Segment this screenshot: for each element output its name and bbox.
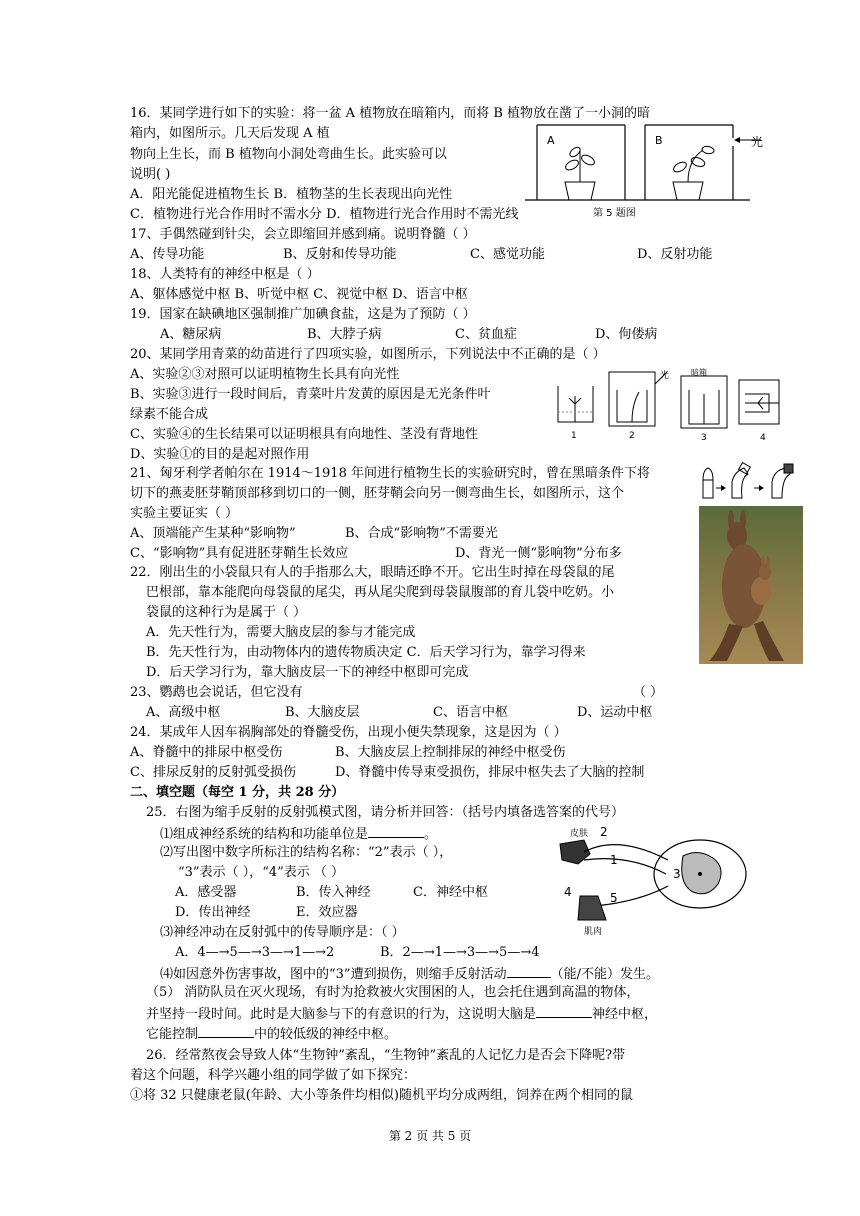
q16-line-1: 16．某同学进行如下的实验：将一盆 A 植物放在暗箱内，而将 B 植物放在凿了一小洞的暗 xyxy=(130,106,651,121)
q25-sub-3-option-a: A．4—→5—→3—→1—→2 xyxy=(175,945,335,960)
page-footer: 第 2 页 共 5 页 xyxy=(388,1129,472,1143)
q16-option-cd: C．植物进行光合作用时不需水分 D．植物进行光合作用时不需光线 xyxy=(130,207,519,222)
q16-option-ab: A．阳光能促进植物生长 B．植物茎的生长表现出向光性 xyxy=(130,187,453,202)
q23-stem: 23、鹦鹉也会说话，但它没有 xyxy=(130,685,303,700)
q25-sub-4: ⑷如因意外伤害事故，图中的“3”遭到损伤，则缩手反射活动 （能/不能）发生。 xyxy=(160,963,659,985)
structure-5-label: 5 xyxy=(610,891,618,905)
q25-sub-5-line-1: （5） 消防队员在灭火现场，有时为抢救被火灾围困的人，也会托住遇到高温的物体， xyxy=(146,985,640,1000)
q19-option-c: C、贫血症 xyxy=(455,327,517,342)
structure-1-label: 1 xyxy=(610,853,618,867)
q22-option-d: D．后天学习行为，靠大脑皮层一下的神经中枢即可完成 xyxy=(146,665,469,680)
q21-option-d: D、背光一侧“影响物”分布多 xyxy=(455,546,622,561)
q24-option-b: B、大脑皮层上控制排尿的神经中枢受伤 xyxy=(335,745,566,760)
plant-boxes-figure xyxy=(515,120,770,222)
q19-stem: 19．国家在缺碘地区强制推广加碘食盐，这是为了预防（ ） xyxy=(130,307,476,322)
q24-option-d: D、脊髓中传导束受损伤，排尿中枢失去了大脑的控制 xyxy=(335,765,645,780)
q19-option-b: B、大脖子病 xyxy=(307,327,382,342)
skin-label: 皮肤 xyxy=(570,829,589,839)
q21-line-1: 21、匈牙利学者帕尔在 1914～1918 年间进行植物生长的实验研究时，曾在黑暗条件下将 xyxy=(130,466,650,481)
experiment-2-number: 2 xyxy=(629,431,635,441)
q24-option-a: A、脊髓中的排尿中枢受伤 xyxy=(130,745,283,760)
q23-option-d: D、运动中枢 xyxy=(577,705,653,720)
q21-line-3: 实验主要证实（ ） xyxy=(130,506,239,521)
q17-option-d: D、反射功能 xyxy=(637,247,713,262)
q23-answer-paren: （ ） xyxy=(633,685,664,700)
q20-option-b-line-1: B、实验③进行一段时间后，青菜叶片发黄的原因是无光条件叶 xyxy=(130,387,491,402)
coleoptile-figure xyxy=(700,460,802,502)
q19-option-a: A、糖尿病 xyxy=(160,327,222,342)
answer-blank[interactable] xyxy=(368,823,424,838)
q24-stem: 24．某成年人因车祸胸部处的脊髓受伤，出现小便失禁现象，这是因为（ ） xyxy=(130,725,567,740)
q25-choice-a: A．感受器 xyxy=(175,885,237,900)
section-title: 二、填空题（每空 1 分，共 28 分） xyxy=(130,785,345,800)
seedling-experiments-figure xyxy=(553,368,783,444)
q20-option-b-line-2: 绿素不能合成 xyxy=(130,407,209,422)
q16-line-3: 物向上生长，而 B 植物向小洞处弯曲生长。此实验可以 xyxy=(130,147,447,162)
q26-line-1: 26．经常熬夜会导致人体“生物钟”紊乱，“生物钟”紊乱的人记忆力是否会下降呢?带 xyxy=(146,1048,626,1063)
q22-option-a: A．先天性行为，需要大脑皮层的参与才能完成 xyxy=(146,625,416,640)
reflex-arc-figure xyxy=(548,824,758,938)
q19-option-d: D、佝偻病 xyxy=(595,327,658,342)
q24-option-c: C、排尿反射的反射弧受损伤 xyxy=(130,765,296,780)
structure-3-label: 3 xyxy=(673,867,681,881)
q20-stem: 20、某同学用青菜的幼苗进行了四项实验，如图所示，下列说法中不正确的是（ ） xyxy=(130,347,606,362)
q22-line-2: 巴根部，靠本能爬向母袋鼠的尾尖，再从尾尖爬到母袋鼠腹部的育儿袋中吃奶。小 xyxy=(146,585,615,600)
q20-option-d: D、实验①的目的是起对照作用 xyxy=(130,447,310,462)
q18-options: A、躯体感觉中枢 B、听觉中枢 C、视觉中枢 D、语言中枢 xyxy=(130,287,468,302)
light-label-2: 光 xyxy=(660,371,670,381)
q23-option-a: A、高级中枢 xyxy=(146,705,221,720)
experiment-1-number: 1 xyxy=(571,431,577,441)
q17-option-c: C、感觉功能 xyxy=(470,247,545,262)
q25-stem: 25．右图为缩手反射的反射弧模式图，请分析并回答：（括号内填备选答案的代号） xyxy=(146,805,625,820)
dark-box-label: 暗箱 xyxy=(691,368,707,377)
q25-choice-d: D．传出神经 xyxy=(175,905,251,920)
q25-sub-1: ⑴组成神经系统的结构和功能单位是 。 xyxy=(160,823,437,845)
q20-option-c: C、实验④的生长结果可以证明根具有向地性、茎没有背地性 xyxy=(130,427,478,442)
q18-stem: 18、人类特有的神经中枢是（ ） xyxy=(130,267,320,282)
muscle-label: 肌肉 xyxy=(584,927,603,937)
answer-blank[interactable] xyxy=(507,963,551,978)
q25-choice-b: B．传入神经 xyxy=(296,885,371,900)
box-a-label: A xyxy=(547,134,555,147)
q25-sub-5-line-2: 并坚持一段时间。此时是大脑参与下的有意识的行为，这说明大脑是 神经中枢， xyxy=(146,1003,657,1025)
q25-sub-5-line-3: 它能控制 中的较低级的神经中枢。 xyxy=(146,1023,397,1045)
q20-option-a: A、实验②③对照可以证明植物生长具有向光性 xyxy=(130,367,400,382)
q16-line-2: 箱内，如图所示。几天后发现 A 植 xyxy=(130,126,330,141)
q22-line-3: 袋鼠的这种行为是属于（ ） xyxy=(146,605,307,620)
q25-sub-3: ⑶神经冲动在反射弧中的传导顺序是：（ ） xyxy=(160,925,405,940)
light-label: 光 xyxy=(751,135,764,149)
experiment-4-number: 4 xyxy=(760,433,766,443)
q21-option-a: A、顶端能产生某种“影响物” xyxy=(130,526,296,541)
q21-line-2: 切下的燕麦胚芽鞘顶部移到切口的一侧，胚芽鞘会向另一侧弯曲生长，如图所示，这个 xyxy=(130,486,625,501)
q22-option-bc: B．先天性行为，由动物体内的遗传物质决定 C．后天学习行为，靠学习得来 xyxy=(146,645,586,660)
q23-option-b: B、大脑皮层 xyxy=(285,705,360,720)
q16-line-4: 说明( ) xyxy=(130,167,171,182)
answer-blank[interactable] xyxy=(536,1003,592,1018)
q25-choice-c: C．神经中枢 xyxy=(413,885,488,900)
q17-stem: 17、手偶然碰到针尖，会立即缩回并感到痛。说明脊髓（ ） xyxy=(130,227,476,242)
q17-option-b: B、反射和传导功能 xyxy=(283,247,397,262)
q21-option-b: B、合成“影响物”不需要光 xyxy=(345,526,498,541)
answer-blank[interactable] xyxy=(198,1023,254,1038)
q25-sub-3-option-b: B．2—→1—→3—→5—→4 xyxy=(380,945,540,960)
q25-sub-2-line-1: ⑵写出图中数字所标注的结构名称：“2”表示（ ）， xyxy=(160,845,453,860)
structure-2-label: 2 xyxy=(600,825,608,839)
q25-choice-e: E．效应器 xyxy=(296,905,358,920)
q26-line-2: 着这个问题，科学兴趣小组的同学做了如下探究： xyxy=(130,1068,417,1083)
figure-caption: 第 5 题图 xyxy=(593,208,636,219)
q21-option-c: C、“影响物”具有促进胚芽鞘生长效应 xyxy=(130,546,349,561)
box-b-label: B xyxy=(655,134,663,147)
experiment-3-number: 3 xyxy=(701,433,707,443)
q25-sub-2-line-2: “3”表示（ ），“4”表示 （ ） xyxy=(178,865,345,880)
structure-4-label: 4 xyxy=(564,885,572,899)
kangaroo-photo xyxy=(699,506,803,664)
q26-line-3: ①将 32 只健康老鼠(年龄、大小等条件均相似)随机平均分成两组，饲养在两个相同的鼠 xyxy=(130,1088,633,1103)
q17-option-a: A、传导功能 xyxy=(130,247,205,262)
q23-option-c: C、语言中枢 xyxy=(433,705,508,720)
q22-line-1: 22．刚出生的小袋鼠只有人的手指那么大，眼睛还睁不开。它出生时掉在母袋鼠的尾 xyxy=(130,565,615,580)
